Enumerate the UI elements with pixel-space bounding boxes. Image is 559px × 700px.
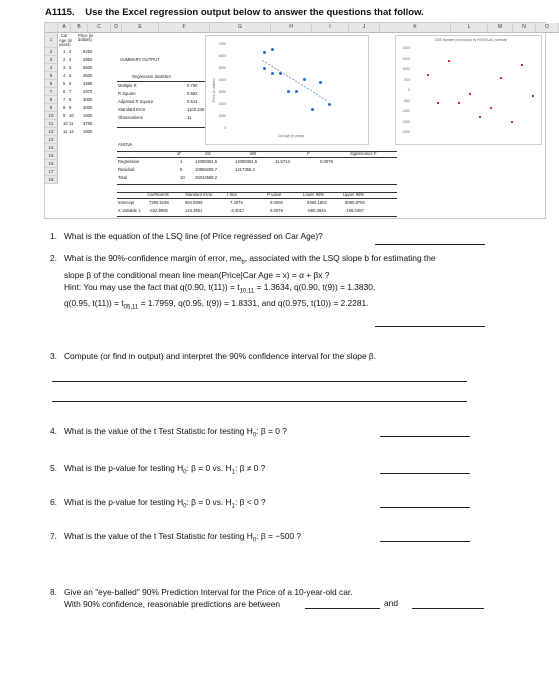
residual-point (479, 116, 481, 118)
select-all-corner (45, 23, 58, 33)
anova-header: F (307, 151, 310, 156)
divider (117, 184, 397, 185)
residual-point (532, 95, 534, 97)
coef-cell: -195.0487 (345, 208, 364, 213)
row-header: 6 (45, 80, 58, 88)
answer-blank-3b[interactable] (52, 401, 467, 402)
anova-cell: 10956206.7 (195, 167, 218, 172)
answer-blank-5[interactable] (380, 473, 470, 474)
question-3 (52, 350, 512, 362)
row-header: 18 (45, 176, 58, 184)
residual-y-tick: 0 (408, 88, 410, 92)
divider (117, 198, 397, 199)
coef-cell: -422.9965 (149, 208, 168, 213)
residual-y-tick: -1500 (401, 119, 410, 124)
question-4: 4. What is the value of the t Test Statistic for testing $H_0$: β = 0 ? (50, 426, 287, 439)
stat-label: Adjusted R Square (118, 99, 154, 104)
question-number: 5. (50, 463, 57, 473)
price-value-cell: 1500 (83, 113, 93, 118)
question-6: 6. What is the p-value for testing $H_0$: β = 0 vs. $H_1$: β < 0 ? (50, 497, 266, 510)
car-id-cell: 6 (63, 89, 66, 94)
price-header: Price (in dollars) (78, 33, 94, 43)
column-header: C (88, 23, 111, 33)
car-id-cell: 9 (63, 113, 66, 118)
residual-y-tick: 1000 (402, 67, 410, 71)
age-value-cell: 5 (69, 73, 72, 78)
anova-cell: 1 (180, 159, 183, 164)
coef-header: Upper 90% (343, 192, 364, 197)
answer-blank-7[interactable] (380, 541, 470, 542)
anova-header: Significance F (350, 151, 377, 156)
residual-point (427, 74, 429, 76)
anova-header: df (177, 151, 181, 156)
divider (117, 81, 205, 82)
column-header: O (536, 23, 559, 33)
page-heading (45, 7, 424, 18)
age-value-cell: 10 (69, 113, 74, 118)
age-value-cell: 9 (69, 105, 72, 110)
coef-cell: X Variable 1 (118, 208, 141, 213)
row-header: 8 (45, 96, 58, 104)
column-header: H (271, 23, 312, 33)
question-2-line-1: What is the 90%-confidence margin of error, $me_b$, associated with the LSQ slope b for estimating the (64, 253, 436, 266)
column-header: B (71, 23, 88, 33)
price-value-cell: 1900 (83, 129, 93, 134)
age-value-cell: 6 (69, 81, 72, 86)
coef-header: Standard Error (185, 192, 213, 197)
anova-cell: Residual (118, 167, 135, 172)
stat-value: 0.562 (187, 91, 198, 96)
stat-label: Multiple R (118, 83, 137, 88)
coef-cell: 7.3975 (230, 200, 243, 205)
price-value-cell: 3000 (83, 97, 93, 102)
question-text: What is the equation of the LSQ line (of Price regressed on Car Age)? (64, 231, 323, 241)
anova-cell: 9 (180, 167, 183, 172)
residual-y-tick: -2000 (401, 130, 410, 134)
row-header: 9 (45, 104, 58, 112)
age-header: Age (in years) (59, 38, 73, 48)
price-value-cell: 6250 (83, 49, 93, 54)
row-header: 12 (45, 128, 58, 136)
residual-point (521, 64, 523, 66)
x-axis-label: Car Age (in years) (277, 134, 305, 138)
car-id-cell: 7 (63, 97, 66, 102)
anova-cell: 25042568.2 (195, 175, 218, 180)
column-header: F (159, 23, 210, 33)
car-id-cell: 10 (63, 121, 68, 126)
column-header: M (488, 23, 513, 33)
column-header: I (312, 23, 349, 33)
and-word: and (384, 598, 398, 608)
coef-cell: Intercept (118, 200, 135, 205)
car-id-cell: 5 (63, 81, 66, 86)
answer-blank-8a[interactable] (305, 608, 380, 609)
answer-blank-8b[interactable] (412, 608, 484, 609)
residual-point (500, 77, 502, 79)
question-number: 1. (50, 231, 57, 241)
divider (117, 157, 397, 158)
row-header: 3 (45, 56, 58, 64)
question-5: 5. What is the p-value for testing $H_0$: β = 0 vs. $H_1$: β ≠ 0 ? (50, 463, 266, 476)
stat-value: 1103.339 (187, 107, 205, 112)
anova-cell: 11.5713 (275, 159, 290, 164)
age-value-cell: 12 (69, 129, 74, 134)
stat-label: Observations (118, 115, 143, 120)
column-header: E (122, 23, 159, 33)
stat-value: 0.750 (187, 83, 198, 88)
row-header: 10 (45, 112, 58, 120)
age-value-cell: 8 (69, 97, 72, 102)
y-tick-label: 6000 (218, 54, 226, 58)
row-header: 11 (45, 120, 58, 128)
car-id-cell: 8 (63, 105, 66, 110)
row-header: 13 (45, 136, 58, 144)
residual-y-tick: -1000 (401, 109, 410, 113)
anova-cell: 1217356.3 (235, 167, 255, 172)
car-id-cell: 1 (63, 49, 66, 54)
anova-cell: 0.0079 (320, 159, 333, 164)
car-id-cell: 11 (63, 129, 68, 134)
price-value-cell: 6500 (83, 65, 93, 70)
y-tick-label: 5000 (218, 66, 226, 70)
question-number: 7. (50, 531, 57, 541)
y-axis-label: Price (in dollars) (212, 78, 216, 102)
y-tick-label: 2000 (218, 102, 226, 106)
question-number: 2. (50, 253, 57, 263)
column-header: K (380, 23, 451, 33)
anova-cell: 14086361.5 (195, 159, 218, 164)
residual-point (448, 60, 450, 62)
summary-title: SUMMARY OUTPUT (120, 57, 160, 62)
car-id-cell: 3 (63, 65, 66, 70)
question-number: 4. (50, 426, 57, 436)
coef-cell: 9090.8790 (345, 200, 365, 205)
column-header: G (210, 23, 271, 33)
row-header: 2 (45, 48, 58, 56)
column-header: J (349, 23, 380, 33)
y-tick-label: 7000 (218, 42, 226, 46)
stat-label: Standard Error (118, 107, 146, 112)
question-1 (52, 230, 512, 242)
divider (117, 216, 397, 217)
age-value-cell: 4 (69, 57, 72, 62)
excel-regression-output (44, 22, 549, 219)
residual-y-tick: 1500 (402, 56, 410, 61)
age-value-cell: 5 (69, 65, 72, 70)
column-header: L (451, 23, 488, 33)
row-header: 17 (45, 168, 58, 176)
y-tick-label: 4000 (218, 78, 226, 82)
question-2-hint-2: q(0.95, $t(11)) = t_{05,11} = 1.7959$, q(0.95, t(9)) = 1.8331, and q(0.975, t(10)) = 2.2281. (64, 298, 369, 312)
row-header: 15 (45, 152, 58, 160)
coef-header: Lower 90% (303, 192, 324, 197)
residual-point (437, 102, 439, 104)
question-2-line-2: slope β of the conditional mean line mean(Price|Car Age = x) = α + βx ? (64, 269, 330, 280)
question-number: 3. (50, 351, 57, 361)
price-value-cell: 4950 (83, 57, 93, 62)
price-value-cell: 3790 (83, 121, 93, 126)
question-number: 6. (50, 497, 57, 507)
row-header: 5 (45, 72, 58, 80)
row-header: 7 (45, 88, 58, 96)
coef-cell: 5480.1602 (307, 200, 327, 205)
price-value-cell: 4000 (83, 105, 93, 110)
coef-cell: 124.3501 (185, 208, 203, 213)
car-id-cell: 2 (63, 57, 66, 62)
anova-cell: Total (118, 175, 127, 180)
row-header: 16 (45, 160, 58, 168)
reg-stats-title: Regression Statistics (132, 74, 172, 79)
car-id-cell: 4 (63, 73, 66, 78)
problem-code: A1115. (45, 7, 75, 18)
residual-point (458, 102, 460, 104)
stat-value: 11 (187, 115, 192, 120)
row-header: 1 (45, 33, 58, 48)
price-value-cell: 4500 (83, 73, 93, 78)
answer-blank-2[interactable] (375, 326, 485, 327)
residual-y-tick: -500 (403, 98, 410, 103)
price-value-cell: 4495 (83, 81, 93, 86)
coef-cell: 7285.5196 (149, 200, 169, 205)
residual-point (490, 107, 492, 109)
question-text: Compute (or find in output) and interpret the 90% confidence interval for the slope β. (64, 351, 377, 361)
question-8 (52, 586, 512, 610)
anova-cell: Regression (118, 159, 140, 164)
trend-line (206, 36, 368, 144)
column-header: N (513, 23, 536, 33)
divider (117, 127, 205, 128)
coef-cell: -650.3944 (307, 208, 326, 213)
residual-chart-title: OBS Number (horizontal) by RESIDUAL (vertical) (434, 38, 508, 42)
answer-blank-6[interactable] (380, 507, 470, 508)
anova-header: SS (205, 151, 211, 156)
age-value-cell: 4 (69, 49, 72, 54)
residual-y-tick: 2000 (402, 46, 410, 50)
row-header: 14 (45, 144, 58, 152)
coef-header: t Stat (227, 192, 237, 197)
age-value-cell: 7 (69, 89, 72, 94)
y-tick-label: 3000 (218, 90, 226, 94)
question-8-line-1: Give an "eye-balled" 90% Prediction Interval for the Price of a 10-year-old car. (64, 587, 353, 597)
residual-point (469, 93, 471, 95)
answer-blank-3a[interactable] (52, 381, 467, 382)
answer-blank-4[interactable] (380, 436, 470, 437)
question-number: 8. (50, 587, 57, 597)
coef-cell: -3.4017 (230, 208, 245, 213)
stat-value: 0.514 (187, 99, 198, 104)
scatter-chart (205, 35, 369, 145)
answer-blank-1[interactable] (375, 244, 485, 245)
stat-label: R Square (118, 91, 136, 96)
car-header: Car (61, 33, 68, 38)
age-value-cell: 11 (69, 121, 74, 126)
column-header: D (111, 23, 122, 33)
anova-cell: 10 (180, 175, 185, 180)
coef-cell: 0.0079 (270, 208, 283, 213)
coef-header: Coefficients (147, 192, 169, 197)
question-2 (52, 252, 512, 314)
residual-chart (395, 35, 542, 145)
row-header: 4 (45, 64, 58, 72)
question-2-hint-1: Hint: You may use the fact that q(0.90, $t(11)) = t_{10,11} = 1.3634$, q(0.90, t(9)) = 1.3830, (64, 281, 376, 295)
anova-title: ANOVA (118, 142, 133, 147)
residual-point (511, 121, 513, 123)
coef-cell: 994.8599 (185, 200, 203, 205)
anova-header: MS (250, 151, 257, 156)
question-8-line-2: With 90% confidence, reasonable predictions are between (64, 599, 281, 609)
y-tick-label: 0 (224, 126, 226, 130)
coef-cell: 0.0000 (270, 200, 283, 205)
anova-cell: 14086361.5 (235, 159, 258, 164)
residual-y-tick: 500 (404, 77, 410, 82)
price-value-cell: 2970 (83, 89, 93, 94)
problem-instruction: Use the Excel regression output below to answer the questions that follow. (85, 7, 424, 18)
coef-header: P-value (267, 192, 282, 197)
y-tick-label: 1000 (218, 114, 226, 118)
question-7: 7. What is the value of the t Test Statistic for testing $H_0$: β = −500 ? (50, 531, 302, 544)
column-header: A (58, 23, 71, 33)
